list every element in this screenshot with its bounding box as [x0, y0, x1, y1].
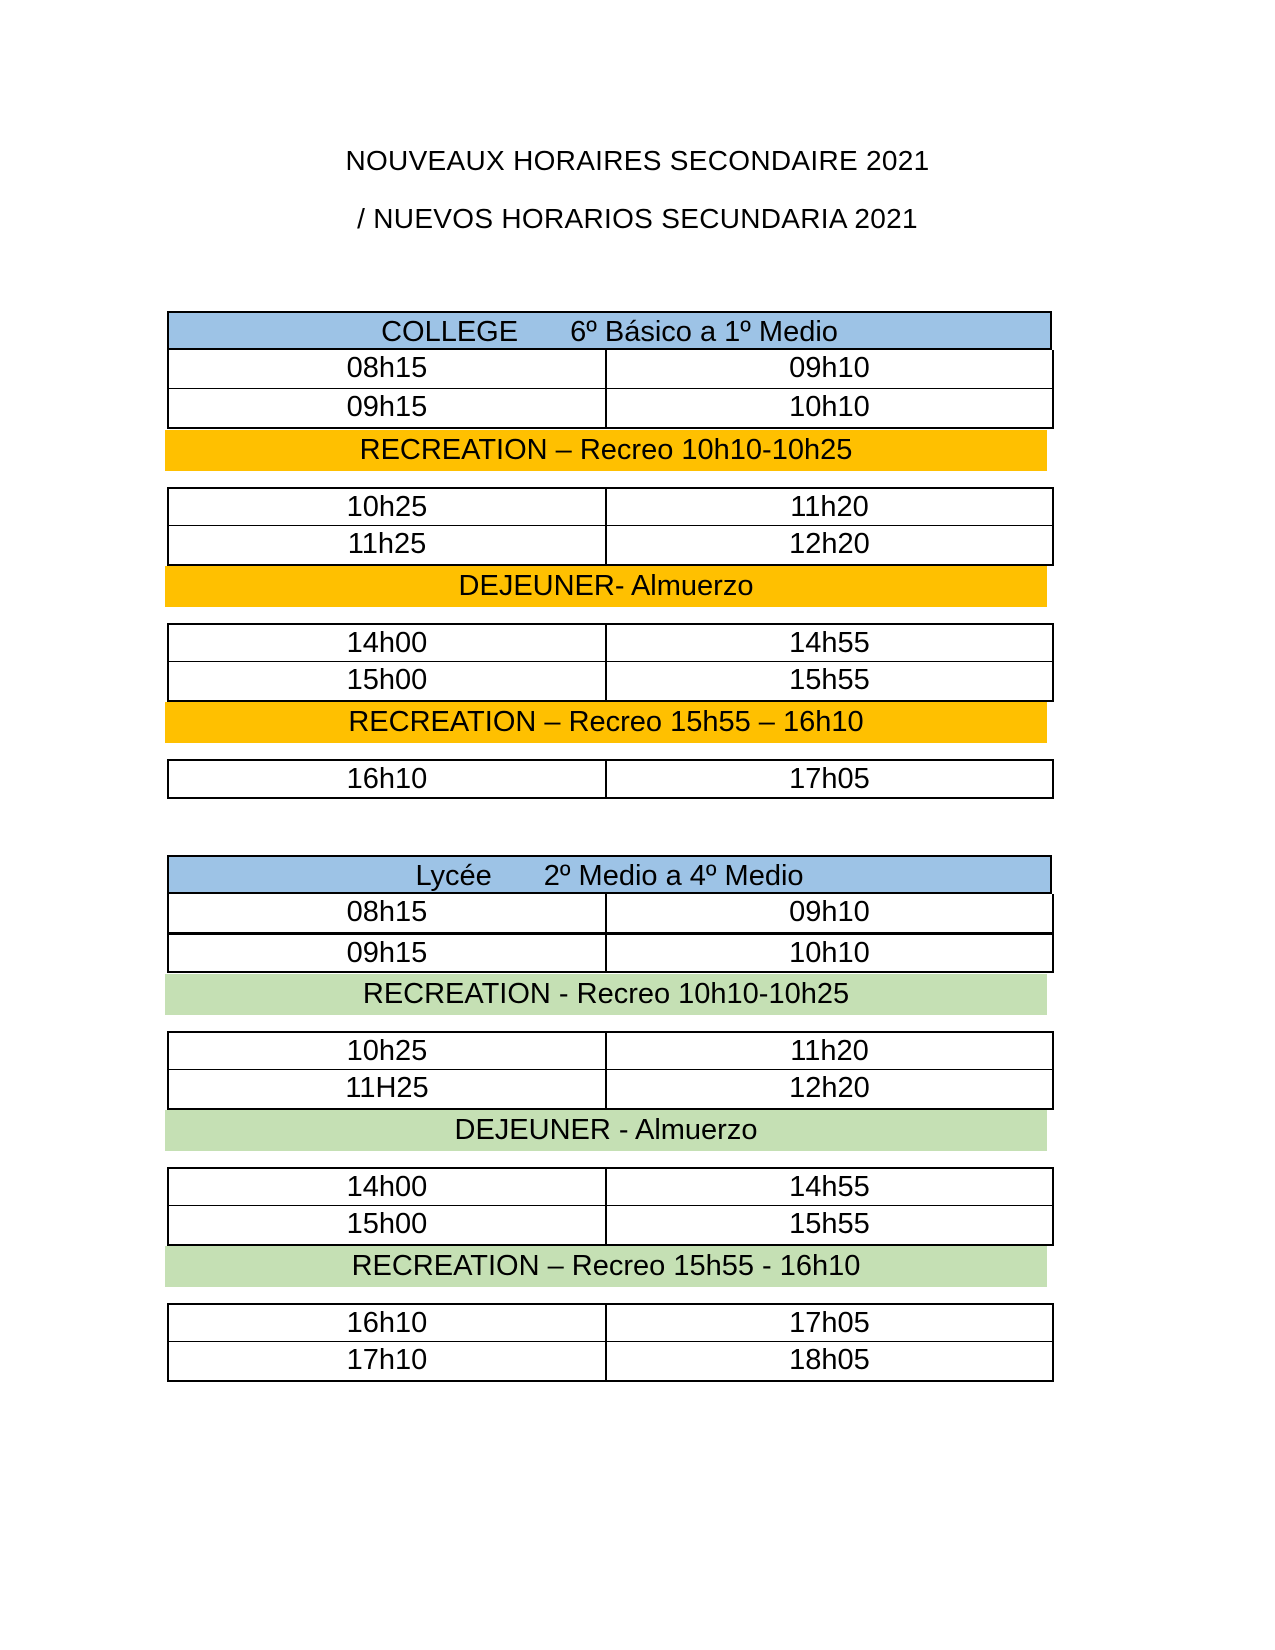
break-band: RECREATION – Recreo 10h10-10h25: [165, 430, 1047, 471]
end-time: 09h10: [789, 352, 870, 384]
start-time: 11H25: [169, 1070, 607, 1108]
start-time: 15h00: [169, 1206, 607, 1244]
end-time: 10h10: [789, 937, 870, 969]
start-time: 14h00: [169, 625, 607, 661]
end-time: 11h20: [790, 491, 869, 523]
table-row: [167, 759, 1054, 799]
end-time: 17h05: [789, 1307, 870, 1339]
start-time: 16h10: [169, 1305, 607, 1341]
lunch-band: DEJEUNER- Almuerzo: [165, 566, 1047, 607]
lycee-header-levels: 2º Medio a 4º Medio: [543, 860, 804, 892]
break-band: RECREATION – Recreo 15h55 - 16h10: [165, 1246, 1047, 1287]
break-band: RECREATION – Recreo 15h55 – 16h10: [165, 702, 1047, 743]
table-row: [167, 1303, 1054, 1343]
table-row: [167, 350, 1054, 390]
table-row: [167, 526, 1054, 566]
table-row: [167, 487, 1054, 527]
start-time: 08h15: [169, 350, 607, 388]
start-time: 17h10: [169, 1342, 607, 1380]
table-row: [167, 1206, 1054, 1246]
lycee-header-label: Lycée: [415, 860, 492, 892]
start-time: 14h00: [169, 1169, 607, 1205]
start-time: 16h10: [169, 761, 607, 797]
college-header-levels: 6º Básico a 1º Medio: [570, 316, 838, 348]
end-time: 15h55: [789, 664, 870, 696]
table-row: [167, 662, 1054, 702]
start-time: 08h15: [169, 894, 607, 932]
break-band: RECREATION - Recreo 10h10-10h25: [165, 974, 1047, 1015]
start-time: 10h25: [169, 1033, 607, 1069]
start-time: 15h00: [169, 662, 607, 700]
college-header: [167, 311, 1052, 350]
end-time: 09h10: [789, 896, 870, 928]
end-time: 18h05: [789, 1344, 870, 1376]
end-time: 12h20: [789, 528, 870, 560]
table-row: [167, 389, 1054, 429]
end-time: 12h20: [789, 1072, 870, 1104]
title-line-2: / NUEVOS HORARIOS SECUNDARIA 2021: [357, 203, 918, 234]
table-row: [167, 1342, 1054, 1382]
start-time: 09h15: [169, 389, 607, 427]
end-time: 11h20: [790, 1035, 869, 1067]
start-time: 09h15: [169, 935, 607, 971]
lycee-header: [167, 855, 1052, 894]
end-time: 14h55: [789, 627, 870, 659]
college-header-label: COLLEGE: [381, 316, 519, 348]
title-line-1: NOUVEAUX HORAIRES SECONDAIRE 2021: [345, 145, 930, 176]
table-row: [167, 623, 1054, 663]
end-time: 15h55: [789, 1208, 870, 1240]
end-time: 17h05: [789, 763, 870, 795]
table-row: [167, 933, 1054, 973]
table-row: [167, 894, 1054, 934]
table-row: [167, 1070, 1054, 1110]
start-time: 10h25: [169, 489, 607, 525]
start-time: 11h25: [169, 526, 607, 564]
lunch-band: DEJEUNER - Almuerzo: [165, 1110, 1047, 1151]
table-row: [167, 1167, 1054, 1207]
end-time: 10h10: [789, 391, 870, 423]
table-row: [167, 1031, 1054, 1071]
end-time: 14h55: [789, 1171, 870, 1203]
